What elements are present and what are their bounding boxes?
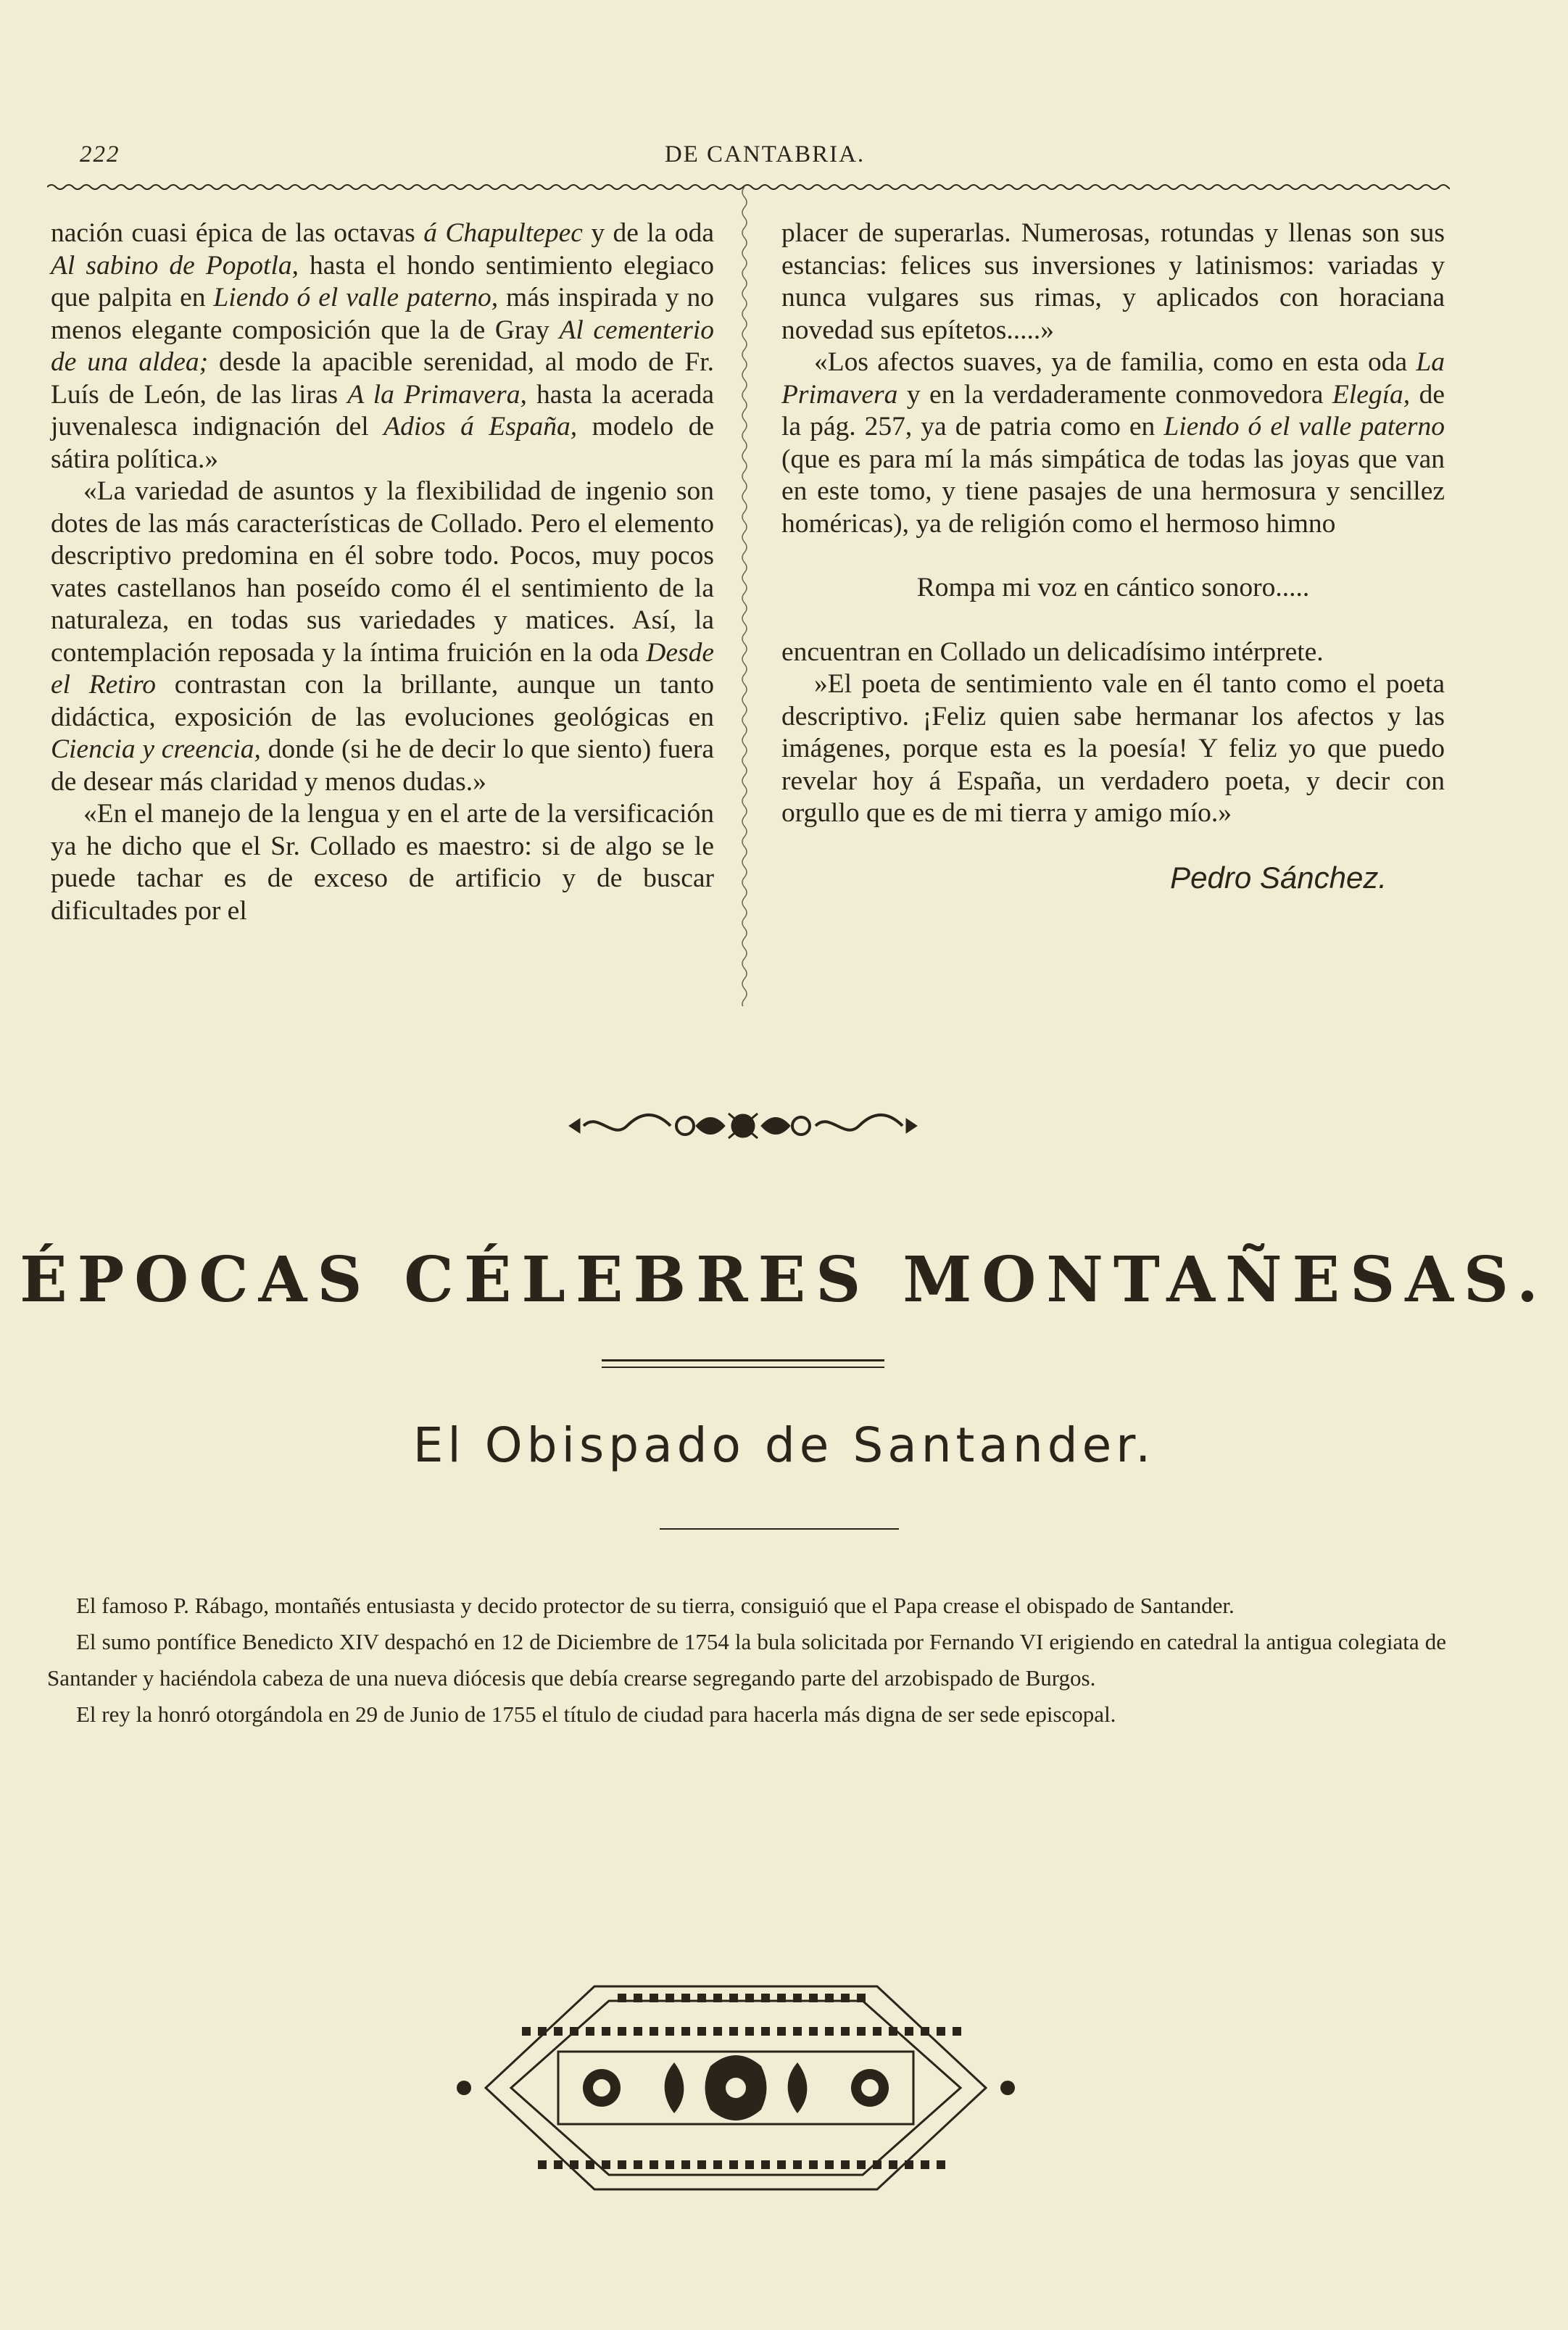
text-run: nación cuasi épica de las octavas xyxy=(51,218,424,248)
lattice-cell xyxy=(681,2160,690,2169)
article-body xyxy=(47,1588,1446,1733)
lattice-cell xyxy=(570,2160,578,2169)
lattice-cell xyxy=(761,2027,770,2036)
lattice-cell xyxy=(713,2027,722,2036)
small-paragraph: El sumo pontífice Benedicto XIV despachó en 12 de Diciembre de 1754 la bula solicitada por Fernando VI erigiendo en catedral la antigua colegiata de Santander y haciéndola cabeza de una nueva diócesis que debía crearse segregando parte del arzobispado de Burgos. xyxy=(47,1629,1446,1691)
text-run: «La variedad de asuntos y la flexibilidad de ingenio son dotes de las más características de Collado. Pero el elemento descriptivo predomina en él sobre todo. Pocos, muy pocos vates castellanos han poseído como él el sentimiento de la naturaleza, en todas sus variedades y matices. Así, la contemplación reposada y la íntima fruición en la oda xyxy=(51,476,714,668)
lattice-cell xyxy=(586,2160,594,2169)
lattice-cell xyxy=(841,1994,850,2002)
lattice-cell xyxy=(650,2160,658,2169)
lattice-cell xyxy=(665,2027,674,2036)
lattice-cell xyxy=(809,1994,818,2002)
small-paragraph: El rey la honró otorgándola en 29 de Junio de 1755 el título de ciudad para hacerla más digna de ser sede episcopal. xyxy=(76,1701,1116,1727)
signature xyxy=(781,862,1445,895)
italic-title: A la Primavera, xyxy=(347,379,527,410)
text-run: donde (si he de decir lo que siento) fuera de desear más claridad y menos dudas.» xyxy=(51,734,714,797)
lattice-cell xyxy=(825,1994,834,2002)
lattice-cell xyxy=(873,2160,882,2169)
lattice-cell xyxy=(953,2027,961,2036)
paragraph xyxy=(51,476,714,798)
paragraph xyxy=(781,637,1445,669)
lattice-cell xyxy=(697,2027,706,2036)
text-run: más inspirada y no menos elegante composición que la de Gray xyxy=(51,283,714,345)
lattice-cell xyxy=(777,2027,786,2036)
italic-title: Adios á España, xyxy=(383,412,578,441)
lattice-cell xyxy=(809,2160,818,2169)
lattice-cell xyxy=(713,1994,722,2002)
ornamental-tailpiece-icon xyxy=(435,1972,1037,2204)
text-run: encuentran en Collado un delicadísimo intérprete. xyxy=(781,637,1324,667)
lattice-cell xyxy=(522,2027,531,2036)
lattice-cell xyxy=(665,2160,674,2169)
lattice-cell xyxy=(634,2160,642,2169)
double-rule xyxy=(602,1359,884,1368)
right-column xyxy=(781,217,1445,894)
section-title: ÉPOCAS CÉLEBRES MONTAÑESAS. xyxy=(20,1243,1548,1317)
lattice-cell xyxy=(761,1994,770,2002)
italic-title: Liendo ó el valle paterno, xyxy=(213,283,499,312)
text-run: de la pág. 257, ya de patria como en xyxy=(781,379,1445,441)
italic-title: Al cementerio de una aldea; xyxy=(51,315,714,377)
text-run: «En el manejo de la lengua y en el arte de la versificación ya he dicho que el Sr. Collado es maestro: si de algo se le puede tachar es de exceso de artificio y de buscar dificultades por el xyxy=(51,799,714,926)
lattice-cell xyxy=(841,2160,850,2169)
text-run: «Los afectos suaves, ya de familia, como en esta oda xyxy=(814,347,1416,377)
section-subtitle: El Obispado de Santander. xyxy=(412,1417,1156,1473)
paragraph xyxy=(781,347,1445,540)
lattice-cell xyxy=(665,1994,674,2002)
text-run: contrastan con la brillante, aunque un tanto didáctica, exposición de las evoluciones geológicas en xyxy=(51,670,715,732)
lattice-cell xyxy=(937,2027,945,2036)
lattice-cell xyxy=(602,2027,610,2036)
text-run: y en la verdaderamente conmovedora xyxy=(897,379,1332,410)
lattice-cell xyxy=(586,2027,594,2036)
italic-title: La Primavera xyxy=(781,347,1445,410)
lattice-cell xyxy=(650,1994,658,2002)
lattice-cell xyxy=(937,2160,945,2169)
lattice-cell xyxy=(729,1994,738,2002)
lattice-cell xyxy=(681,1994,690,2002)
lattice-cell xyxy=(889,2027,897,2036)
lattice-cell xyxy=(634,1994,642,2002)
lattice-cell xyxy=(905,2160,913,2169)
header-title: DE CANTABRIA. xyxy=(664,141,866,167)
lattice-cell xyxy=(793,2027,802,2036)
lattice-cell xyxy=(570,2027,578,2036)
lattice-cell xyxy=(841,2027,850,2036)
lattice-cell xyxy=(857,2027,866,2036)
lattice-cell xyxy=(681,2027,690,2036)
lattice-cell xyxy=(745,2160,754,2169)
paragraph xyxy=(51,217,714,476)
italic-title: Liendo ó el valle paterno xyxy=(1163,412,1445,441)
ornamental-flourish-icon xyxy=(565,1108,921,1144)
lattice-cell xyxy=(857,2160,866,2169)
paragraph xyxy=(781,217,1445,347)
lattice-cell xyxy=(777,1994,786,2002)
italic-title: Al sabino de Popotla, xyxy=(51,250,299,281)
paragraph xyxy=(781,668,1445,830)
quoted-verse xyxy=(781,572,1445,605)
italic-title: Desde el Retiro xyxy=(51,637,714,700)
lattice-cell xyxy=(618,1994,626,2002)
text-run: Rompa mi voz en cántico sonoro..... xyxy=(916,573,1310,602)
lattice-cell xyxy=(905,2027,913,2036)
text-run: hasta la acerada juvenalesca indignación del xyxy=(51,379,714,441)
lattice-cell xyxy=(554,2160,563,2169)
italic-title: Elegía, xyxy=(1332,379,1411,410)
italic-title: Ciencia y creencia, xyxy=(51,734,261,764)
thin-rule xyxy=(660,1528,899,1530)
lattice-cell xyxy=(729,2160,738,2169)
text-run: placer de superarlas. Numerosas, rotundas y llenas son sus estancias: felices sus inversiones y latinismos: variadas y nunca vulgares sus rimas, y aplicados con horaciana novedad sus epítetos.....» xyxy=(781,218,1445,345)
lattice-cell xyxy=(618,2027,626,2036)
text-run: (que es para mí la más simpática de todas las joyas que van en este tomo, y tiene pasajes de una hermosura y sencillez homéricas), ya de religión como el hermoso himno xyxy=(781,444,1445,539)
lattice-cell xyxy=(793,1994,802,2002)
paragraph xyxy=(51,798,714,927)
text-run: modelo de sátira política.» xyxy=(51,412,715,474)
text-run: desde la apacible serenidad, al modo de Fr. Luís de León, de las liras xyxy=(51,347,714,410)
lattice-cell xyxy=(713,2160,722,2169)
lattice-cell xyxy=(793,2160,802,2169)
lattice-cell xyxy=(825,2027,834,2036)
text-run: Pedro Sánchez. xyxy=(1170,860,1387,895)
lattice-cell xyxy=(777,2160,786,2169)
lattice-cell xyxy=(873,2027,882,2036)
lattice-cell xyxy=(697,2160,706,2169)
column-separator xyxy=(737,187,752,1006)
lattice-cell xyxy=(857,1994,866,2002)
lattice-cell xyxy=(554,2027,563,2036)
small-paragraph: El famoso P. Rábago, montañés entusiasta y decido protector de su tierra, consiguió que el Papa crease el obispado de Santander. xyxy=(76,1593,1235,1618)
lattice-cell xyxy=(650,2027,658,2036)
lattice-cell xyxy=(921,2160,929,2169)
italic-title: á Chapultepec xyxy=(423,218,583,248)
running-header xyxy=(80,141,1450,178)
lattice-cell xyxy=(889,2160,897,2169)
lattice-cell xyxy=(602,2160,610,2169)
lattice-cell xyxy=(618,2160,626,2169)
page-number: 222 xyxy=(80,141,120,167)
text-run: y de la oda xyxy=(582,218,714,248)
lattice-cell xyxy=(761,2160,770,2169)
lattice-cell xyxy=(921,2027,929,2036)
lattice-cell xyxy=(745,2027,754,2036)
text-run: »El poeta de sentimiento vale en él tanto como el poeta descriptivo. ¡Feliz quien sabe hermanar los afectos y las imágenes, porque esta es la poesía! Y feliz yo que puedo revelar hoy á España, un verdadero poeta, y decir con orgullo que es de mi tierra y amigo mío.» xyxy=(781,669,1445,828)
lattice-cell xyxy=(538,2027,547,2036)
lattice-cell xyxy=(538,2160,547,2169)
text-run: hasta el hondo sentimiento elegiaco que palpita en xyxy=(51,250,714,312)
lattice-cell xyxy=(809,2027,818,2036)
lattice-cell xyxy=(745,1994,754,2002)
lattice-cell xyxy=(697,1994,706,2002)
lattice-cell xyxy=(825,2160,834,2169)
left-column xyxy=(51,217,714,927)
lattice-cell xyxy=(729,2027,738,2036)
lattice-cell xyxy=(634,2027,642,2036)
